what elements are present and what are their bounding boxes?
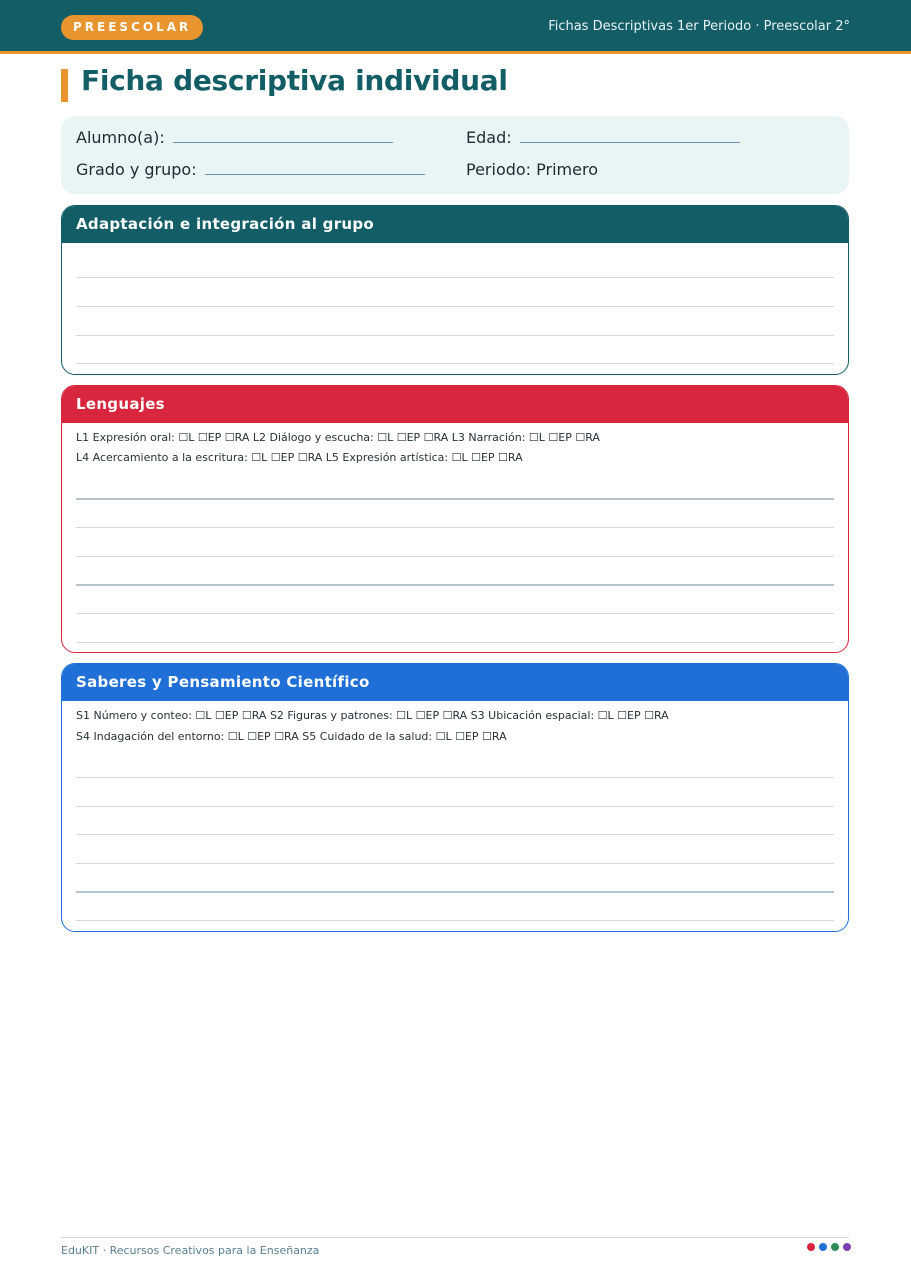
level-badge: PREESCOLAR: [61, 15, 203, 40]
title-accent-bar: [61, 69, 68, 102]
color-dot: [807, 1243, 815, 1251]
criteria-line-1: S1 Número y conteo: ☐L ☐EP ☐RA S2 Figuras y patrones: ☐L ☐EP ☐RA S3 Ubicación espacial: ☐L ☐EP ☐RA: [76, 709, 669, 722]
footer-divider: [61, 1237, 849, 1238]
criteria-line-2: L4 Acercamiento a la escritura: ☐L ☐EP ☐RA L5 Expresión artística: ☐L ☐EP ☐RA: [76, 451, 523, 464]
grado-label: Grado y grupo:: [76, 160, 197, 179]
edad-field[interactable]: [466, 128, 740, 147]
header-subtitle: Fichas Descriptivas 1er Periodo · Preescolar 2°: [548, 19, 850, 34]
writing-line[interactable]: [76, 363, 834, 364]
writing-line[interactable]: [76, 335, 834, 336]
criteria-line-2: S4 Indagación del entorno: ☐L ☐EP ☐RA S5 Cuidado de la salud: ☐L ☐EP ☐RA: [76, 730, 507, 743]
writing-line[interactable]: [76, 777, 834, 778]
section-lenguajes-title: Lenguajes: [62, 386, 848, 423]
grado-blank-line[interactable]: [205, 174, 425, 175]
writing-line[interactable]: [76, 556, 834, 557]
color-dot: [843, 1243, 851, 1251]
writing-line[interactable]: [76, 584, 834, 586]
student-info-box: [61, 116, 849, 194]
edad-label: Edad:: [466, 128, 512, 147]
writing-line[interactable]: [76, 920, 834, 921]
writing-line[interactable]: [76, 806, 834, 807]
section-adaptacion: [61, 205, 849, 375]
writing-line[interactable]: [76, 834, 834, 835]
section-lenguajes: [61, 385, 849, 653]
writing-line[interactable]: [76, 891, 834, 893]
writing-line[interactable]: [76, 498, 834, 500]
footer-color-dots: [807, 1243, 851, 1251]
edad-blank-line[interactable]: [520, 142, 740, 143]
color-dot: [819, 1243, 827, 1251]
criteria-line-1: L1 Expresión oral: ☐L ☐EP ☐RA L2 Diálogo y escucha: ☐L ☐EP ☐RA L3 Narración: ☐L ☐EP ☐RA: [76, 431, 600, 444]
top-bar: [0, 0, 911, 54]
writing-line[interactable]: [76, 642, 834, 643]
section-saberes: [61, 663, 849, 932]
writing-line[interactable]: [76, 863, 834, 864]
section-adaptacion-title: Adaptación e integración al grupo: [62, 206, 848, 243]
writing-line[interactable]: [76, 613, 834, 614]
alumno-field[interactable]: [76, 128, 393, 147]
grado-field[interactable]: [76, 160, 425, 179]
section-saberes-title: Saberes y Pensamiento Científico: [62, 664, 848, 701]
writing-line[interactable]: [76, 527, 834, 528]
writing-line[interactable]: [76, 277, 834, 278]
periodo-field: [466, 160, 598, 179]
writing-line[interactable]: [76, 306, 834, 307]
color-dot: [831, 1243, 839, 1251]
alumno-blank-line[interactable]: [173, 142, 393, 143]
page-title: Ficha descriptiva individual: [81, 64, 508, 97]
footer-text: EduKIT · Recursos Creativos para la Enseñanza: [61, 1244, 320, 1257]
alumno-label: Alumno(a):: [76, 128, 165, 147]
periodo-label: Periodo: Primero: [466, 160, 598, 179]
